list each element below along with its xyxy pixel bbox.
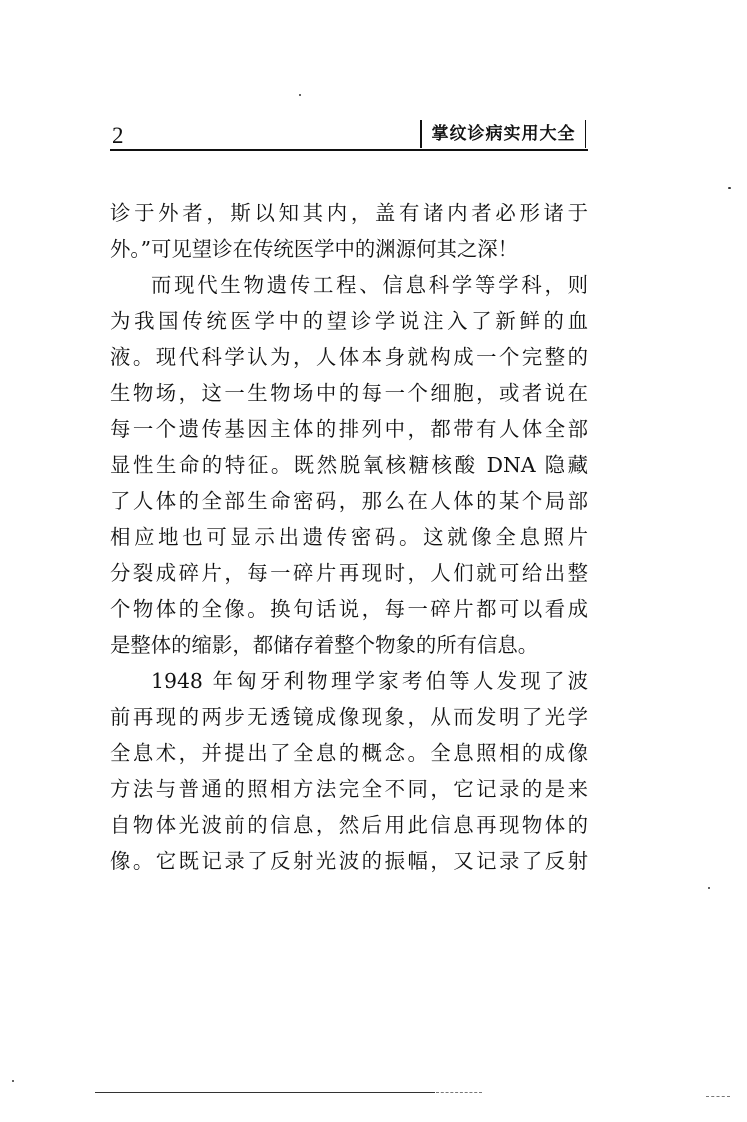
text-line: 相应地也可显示出遗传密码。这就像全息照片	[110, 525, 588, 549]
header-rule	[110, 149, 588, 151]
corner-mark	[706, 1096, 730, 1097]
scan-speck	[708, 887, 710, 889]
text-line: 前再现的两步无透镜成像现象，从而发明了光学	[110, 705, 588, 729]
text-line: 1948 年匈牙利物理学家考伯等人发现了波	[151, 669, 588, 693]
text-line: 而现代生物遗传工程、信息科学等学科，则	[151, 273, 588, 297]
scan-speck	[728, 187, 731, 189]
text-line: 每一个遗传基因主体的排列中，都带有人体全部	[110, 417, 588, 441]
text-line: 是整体的缩影，都储存着整个物象的所有信息。	[110, 633, 539, 657]
scan-speck	[12, 1080, 14, 1082]
running-title: 掌纹诊病实用大全	[420, 120, 586, 148]
text-line: 自物体光波前的信息，然后用此信息再现物体的	[110, 813, 588, 837]
text-line: 显性生命的特征。既然脱氧核糖核酸 DNA 隐藏	[110, 453, 588, 477]
text-line: 生物场，这一生物场中的每一个细胞，或者说在	[110, 381, 588, 405]
text-line: 方法与普通的照相方法完全不同，它记录的是来	[110, 777, 588, 801]
text-line: 液。现代科学认为，人体本身就构成一个完整的	[110, 345, 588, 369]
text-line: 像。它既记录了反射光波的振幅，又记录了反射	[110, 849, 588, 873]
text-line: 个物体的全像。换句话说，每一碎片都可以看成	[110, 597, 588, 621]
body-text	[110, 195, 588, 879]
footer-dash	[436, 1092, 482, 1093]
text-line: 了人体的全部生命密码，那么在人体的某个局部	[110, 489, 588, 513]
text-line: 外。”可见望诊在传统医学中的渊源何其之深！	[110, 237, 519, 261]
text-line: 分裂成碎片，每一碎片再现时，人们就可给出整	[110, 561, 588, 585]
text-line: 全息术，并提出了全息的概念。全息照相的成像	[110, 741, 588, 765]
footer-rule	[95, 1092, 435, 1093]
page-number: 2	[112, 123, 124, 148]
scan-speck	[299, 94, 301, 96]
text-line: 为我国传统医学中的望诊学说注入了新鲜的血	[110, 309, 588, 333]
text-line: 诊于外者，斯以知其内，盖有诸内者必形诸于	[110, 201, 588, 225]
